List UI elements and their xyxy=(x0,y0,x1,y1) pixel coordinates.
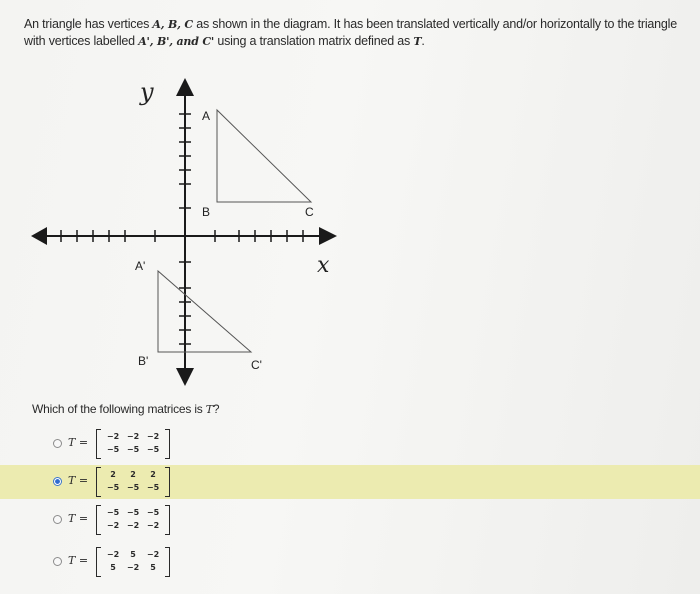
question-text xyxy=(24,16,694,50)
matrix-cell: −2 xyxy=(126,521,140,530)
vertices-prime-label: A', B', and C' xyxy=(138,35,215,48)
matrix-cell: 5 xyxy=(130,550,136,559)
matrix-cell: −5 xyxy=(146,508,160,517)
matrix-cell: 2 xyxy=(110,470,116,479)
option-label: T = xyxy=(68,554,89,567)
point-label-b-prime: B' xyxy=(138,354,149,368)
vertices-label: A, B, C xyxy=(152,18,193,31)
matrix-cell: 2 xyxy=(150,470,156,479)
option-label: T = xyxy=(68,436,89,449)
matrix-cell: −5 xyxy=(106,483,120,492)
radio-button-selected[interactable] xyxy=(53,477,62,486)
radio-button[interactable] xyxy=(53,515,62,524)
triangle-abc-prime xyxy=(158,271,251,352)
matrix-cell: −2 xyxy=(106,521,120,530)
y-axis-label: 𝑦 xyxy=(140,78,154,106)
option-matrix xyxy=(96,505,170,535)
option-matrix xyxy=(96,429,170,459)
question-part3: using a translation matrix defined as xyxy=(214,34,414,48)
answer-option-1[interactable] xyxy=(0,427,700,461)
point-label-b: B xyxy=(202,205,211,219)
question-part1: An triangle has vertices xyxy=(24,17,153,31)
matrix-cell: −5 xyxy=(146,445,160,454)
matrix-cell: −2 xyxy=(146,550,160,559)
point-label-c: C xyxy=(305,205,314,219)
option-matrix xyxy=(96,467,170,497)
matrix-name: T xyxy=(413,35,422,48)
matrix-cell: −2 xyxy=(106,432,120,441)
triangle-abc xyxy=(217,110,311,202)
right-bracket xyxy=(165,547,170,577)
matrix-cell: −5 xyxy=(126,483,140,492)
coordinate-diagram xyxy=(25,70,355,390)
option-label: T = xyxy=(68,474,89,487)
matrix-cell: −5 xyxy=(106,508,120,517)
y-axis-down-arrow-icon xyxy=(176,368,194,386)
x-axis-left-arrow-icon xyxy=(31,227,47,245)
question-part2: as shown in the diagram. It has been translated vertically and/or horizontally to the triangle with vertices labelled xyxy=(24,17,677,48)
matrix-cell: −5 xyxy=(106,445,120,454)
y-axis-up-arrow-icon xyxy=(176,78,194,96)
option-matrix xyxy=(96,547,170,577)
radio-button[interactable] xyxy=(53,439,62,448)
x-axis-right-arrow-icon xyxy=(319,227,337,245)
matrix-cell: −2 xyxy=(126,563,140,572)
prompt-math: T xyxy=(205,403,213,416)
point-label-a-prime: A' xyxy=(135,259,146,273)
matrix-cell: 5 xyxy=(110,563,116,572)
point-label-a: A xyxy=(202,109,211,123)
radio-button[interactable] xyxy=(53,557,62,566)
prompt-end: ? xyxy=(212,402,220,416)
option-label: T = xyxy=(68,512,89,525)
prompt-text: Which of the following matrices is xyxy=(32,402,206,416)
matrix-cell: −2 xyxy=(146,521,160,530)
right-bracket xyxy=(165,505,170,535)
matrix-cell: −2 xyxy=(106,550,120,559)
answer-option-4[interactable] xyxy=(0,545,700,579)
matrix-cell: −5 xyxy=(126,445,140,454)
matrix-cell: −2 xyxy=(126,432,140,441)
matrix-cell: 2 xyxy=(130,470,136,479)
point-label-c-prime: C' xyxy=(251,358,262,372)
matrix-cell: 5 xyxy=(150,563,156,572)
right-bracket xyxy=(165,467,170,497)
answer-option-2[interactable] xyxy=(0,465,700,499)
answer-option-3[interactable] xyxy=(0,503,700,537)
question-part4: . xyxy=(421,34,425,48)
matrix-cell: −5 xyxy=(146,483,160,492)
answer-prompt xyxy=(32,402,219,416)
x-axis-label: 𝑥 xyxy=(317,253,330,278)
right-bracket xyxy=(165,429,170,459)
matrix-cell: −2 xyxy=(146,432,160,441)
matrix-cell: −5 xyxy=(126,508,140,517)
